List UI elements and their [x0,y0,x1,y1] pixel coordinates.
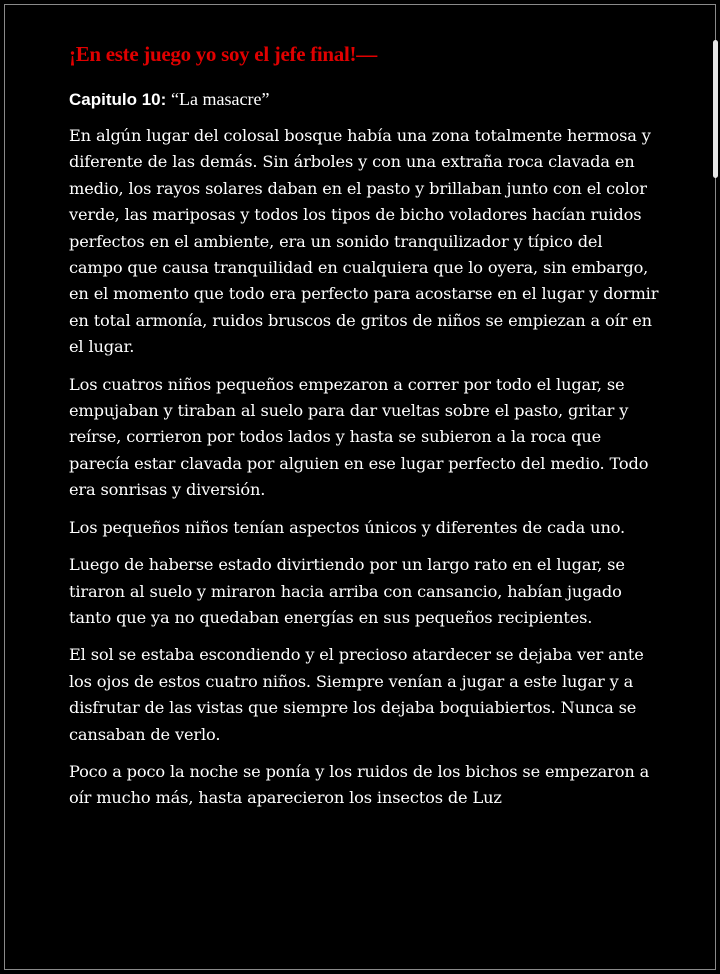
paragraph: Luego de haberse estado divirtiendo por un largo rato en el lugar, se tiraron al suelo y miraron hacia arriba con cansancio, habían jugado tanto que ya no quedaban energías en sus pequeños recipientes. [69,555,625,627]
paragraph: Los cuatros niños pequeños empezaron a correr por todo el lugar, se empujaban y tiraban al suelo para dar vueltas sobre el pasto, gritar y reírse, corrieron por todos lados y hasta se subieron a la roca que parecía estar clavada por alguien en ese lugar perfecto del medio. Todo era sonrisas y diversión. [69,374,649,500]
chapter-content [69,40,659,823]
paragraph: El sol se estaba escondiendo y el precioso atardecer se dejaba ver ante los ojos de estos cuatro niños. Siempre venían a jugar a este lugar y a disfrutar de las vistas que siempre los dejaba boquiabiertos. Nunca se cansaban de verlo. [69,645,644,744]
chapter-label: Capitulo 10: [69,90,167,109]
paragraph: En algún lugar del colosal bosque había una zona totalmente hermosa y diferente de las demás. Sin árboles y con una extraña roca clavada en medio, los rayos solares daban en el pasto y brillaban junto con el color verde, las mariposas y todos los tipos de bicho voladores hacían ruidos perfectos en el ambiente, era un sonido tranquilizador y típico del campo que causa tranquilidad en cualquiera que lo oyera, sin embargo, en el momento que todo era perfecto para acostarse en el lugar y dormir en total armonía, ruidos bruscos de gritos de niños se empiezan a oír en el lugar. [69,126,659,357]
story-title: ¡En este juego yo soy el jefe final!— [69,42,377,66]
chapter-name: “La masacre” [171,89,270,109]
paragraph: Los pequeños niños tenían aspectos únicos y diferentes de cada uno. [69,517,626,537]
paragraph: Poco a poco la noche se ponía y los ruidos de los bichos se empezaron a oír mucho más, hasta aparecieron los insectos de Luz [69,761,650,808]
scrollbar-thumb[interactable] [713,40,718,178]
chapter-heading [69,87,659,112]
